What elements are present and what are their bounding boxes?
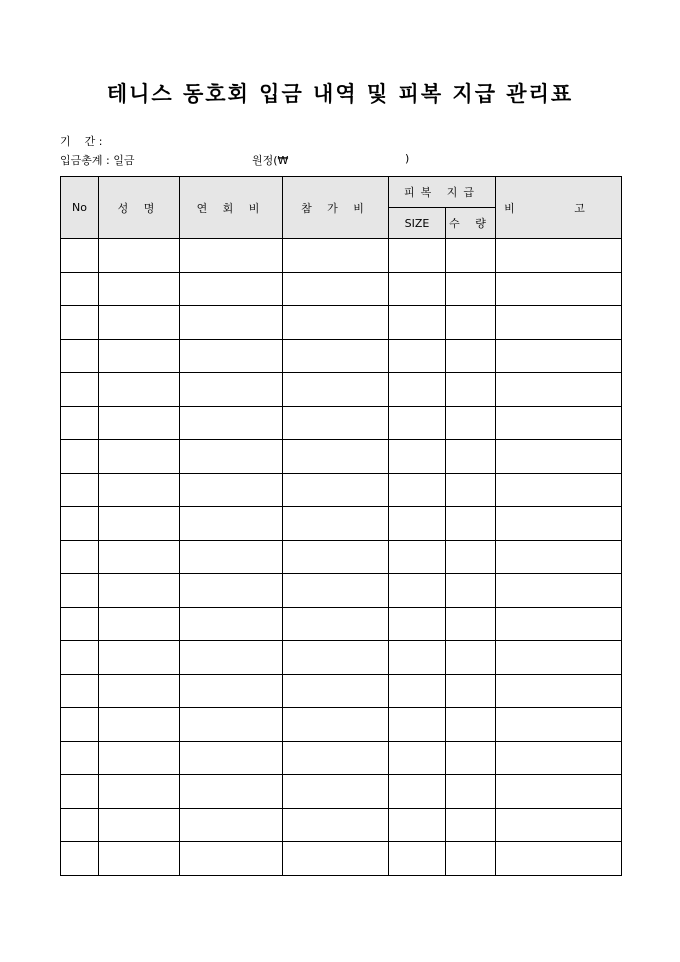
cell-quantity[interactable] <box>446 574 496 608</box>
cell-remarks[interactable] <box>496 239 622 273</box>
cell-size[interactable] <box>389 741 446 775</box>
cell-name[interactable] <box>99 272 180 306</box>
cell-name[interactable] <box>99 540 180 574</box>
cell-annual-fee[interactable] <box>180 641 283 675</box>
cell-size[interactable] <box>389 641 446 675</box>
cell-remarks[interactable] <box>496 607 622 641</box>
table-row <box>61 540 622 574</box>
cell-no[interactable] <box>61 574 99 608</box>
header-no: No <box>61 177 99 239</box>
deposit-total-label: 입금총계 : 일금 <box>60 154 135 167</box>
table-row <box>61 808 622 842</box>
cell-participation-fee[interactable] <box>283 741 389 775</box>
cell-no[interactable] <box>61 641 99 675</box>
cell-size[interactable] <box>389 507 446 541</box>
cell-quantity[interactable] <box>446 641 496 675</box>
cell-remarks[interactable] <box>496 507 622 541</box>
cell-remarks[interactable] <box>496 306 622 340</box>
cell-participation-fee[interactable] <box>283 808 389 842</box>
cell-quantity[interactable] <box>446 775 496 809</box>
cell-quantity[interactable] <box>446 473 496 507</box>
ledger-body <box>61 239 622 876</box>
cell-remarks[interactable] <box>496 808 622 842</box>
cell-annual-fee[interactable] <box>180 440 283 474</box>
cell-remarks[interactable] <box>496 540 622 574</box>
cell-name[interactable] <box>99 674 180 708</box>
table-row <box>61 473 622 507</box>
cell-annual-fee[interactable] <box>180 473 283 507</box>
cell-annual-fee[interactable] <box>180 306 283 340</box>
cell-quantity[interactable] <box>446 373 496 407</box>
header-remarks: 비 고 <box>496 177 622 239</box>
cell-participation-fee[interactable] <box>283 373 389 407</box>
table-row <box>61 607 622 641</box>
cell-remarks[interactable] <box>496 708 622 742</box>
cell-no[interactable] <box>61 440 99 474</box>
table-row <box>61 406 622 440</box>
cell-annual-fee[interactable] <box>180 339 283 373</box>
cell-remarks[interactable] <box>496 272 622 306</box>
cell-quantity[interactable] <box>446 674 496 708</box>
cell-quantity[interactable] <box>446 440 496 474</box>
cell-participation-fee[interactable] <box>283 641 389 675</box>
cell-quantity[interactable] <box>446 808 496 842</box>
cell-name[interactable] <box>99 842 180 876</box>
table-row <box>61 708 622 742</box>
cell-name[interactable] <box>99 641 180 675</box>
cell-annual-fee[interactable] <box>180 741 283 775</box>
cell-no[interactable] <box>61 473 99 507</box>
cell-participation-fee[interactable] <box>283 239 389 273</box>
cell-name[interactable] <box>99 607 180 641</box>
cell-name[interactable] <box>99 339 180 373</box>
cell-remarks[interactable] <box>496 406 622 440</box>
cell-remarks[interactable] <box>496 641 622 675</box>
cell-annual-fee[interactable] <box>180 842 283 876</box>
cell-annual-fee[interactable] <box>180 808 283 842</box>
cell-participation-fee[interactable] <box>283 406 389 440</box>
cell-quantity[interactable] <box>446 406 496 440</box>
header-annual-fee: 연 회 비 <box>180 177 283 239</box>
cell-name[interactable] <box>99 239 180 273</box>
cell-quantity[interactable] <box>446 272 496 306</box>
cell-annual-fee[interactable] <box>180 708 283 742</box>
cell-participation-fee[interactable] <box>283 473 389 507</box>
cell-size[interactable] <box>389 808 446 842</box>
cell-remarks[interactable] <box>496 440 622 474</box>
cell-no[interactable] <box>61 239 99 273</box>
cell-size[interactable] <box>389 842 446 876</box>
period-label: 기 간 : <box>60 135 103 148</box>
cell-remarks[interactable] <box>496 842 622 876</box>
cell-no[interactable] <box>61 306 99 340</box>
cell-size[interactable] <box>389 674 446 708</box>
amount-label: 원정(₩ <box>252 154 289 167</box>
header-participation-fee: 참 가 비 <box>283 177 389 239</box>
cell-annual-fee[interactable] <box>180 607 283 641</box>
table-row <box>61 842 622 876</box>
cell-participation-fee[interactable] <box>283 775 389 809</box>
cell-remarks[interactable] <box>496 574 622 608</box>
cell-participation-fee[interactable] <box>283 708 389 742</box>
table-row <box>61 507 622 541</box>
cell-remarks[interactable] <box>496 775 622 809</box>
cell-quantity[interactable] <box>446 507 496 541</box>
table-row <box>61 775 622 809</box>
cell-participation-fee[interactable] <box>283 272 389 306</box>
table-row <box>61 272 622 306</box>
cell-no[interactable] <box>61 775 99 809</box>
cell-quantity[interactable] <box>446 607 496 641</box>
header-quantity: 수 량 <box>446 208 496 239</box>
cell-annual-fee[interactable] <box>180 507 283 541</box>
amount-close: ) <box>405 152 410 165</box>
table-row <box>61 373 622 407</box>
cell-no[interactable] <box>61 339 99 373</box>
cell-name[interactable] <box>99 306 180 340</box>
cell-participation-fee[interactable] <box>283 440 389 474</box>
table-row <box>61 306 622 340</box>
cell-name[interactable] <box>99 440 180 474</box>
cell-name[interactable] <box>99 775 180 809</box>
table-row <box>61 574 622 608</box>
cell-size[interactable] <box>389 708 446 742</box>
cell-name[interactable] <box>99 406 180 440</box>
cell-size[interactable] <box>389 440 446 474</box>
cell-participation-fee[interactable] <box>283 607 389 641</box>
cell-annual-fee[interactable] <box>180 775 283 809</box>
header-name: 성 명 <box>99 177 180 239</box>
cell-participation-fee[interactable] <box>283 306 389 340</box>
cell-no[interactable] <box>61 741 99 775</box>
cell-participation-fee[interactable] <box>283 674 389 708</box>
cell-quantity[interactable] <box>446 708 496 742</box>
cell-remarks[interactable] <box>496 741 622 775</box>
cell-name[interactable] <box>99 708 180 742</box>
cell-no[interactable] <box>61 373 99 407</box>
cell-remarks[interactable] <box>496 473 622 507</box>
cell-size[interactable] <box>389 406 446 440</box>
cell-name[interactable] <box>99 507 180 541</box>
cell-annual-fee[interactable] <box>180 574 283 608</box>
cell-size[interactable] <box>389 239 446 273</box>
header-uniform: 피복 지급 <box>389 177 496 208</box>
cell-name[interactable] <box>99 741 180 775</box>
cell-no[interactable] <box>61 507 99 541</box>
cell-size[interactable] <box>389 473 446 507</box>
cell-name[interactable] <box>99 373 180 407</box>
cell-no[interactable] <box>61 540 99 574</box>
cell-no[interactable] <box>61 272 99 306</box>
cell-annual-fee[interactable] <box>180 540 283 574</box>
ledger-table <box>60 176 622 876</box>
table-row <box>61 674 622 708</box>
cell-size[interactable] <box>389 306 446 340</box>
cell-annual-fee[interactable] <box>180 674 283 708</box>
cell-size[interactable] <box>389 607 446 641</box>
cell-participation-fee[interactable] <box>283 540 389 574</box>
table-row <box>61 741 622 775</box>
cell-quantity[interactable] <box>446 540 496 574</box>
cell-annual-fee[interactable] <box>180 406 283 440</box>
cell-quantity[interactable] <box>446 239 496 273</box>
cell-participation-fee[interactable] <box>283 842 389 876</box>
cell-size[interactable] <box>389 339 446 373</box>
cell-annual-fee[interactable] <box>180 272 283 306</box>
cell-name[interactable] <box>99 808 180 842</box>
cell-annual-fee[interactable] <box>180 239 283 273</box>
table-row <box>61 339 622 373</box>
cell-participation-fee[interactable] <box>283 574 389 608</box>
cell-participation-fee[interactable] <box>283 507 389 541</box>
cell-remarks[interactable] <box>496 674 622 708</box>
table-row <box>61 239 622 273</box>
cell-no[interactable] <box>61 842 99 876</box>
cell-quantity[interactable] <box>446 306 496 340</box>
header-size: SIZE <box>389 208 446 239</box>
cell-size[interactable] <box>389 540 446 574</box>
document-title: 테니스 동호회 입금 내역 및 피복 지급 관리표 <box>106 81 574 106</box>
cell-name[interactable] <box>99 574 180 608</box>
cell-quantity[interactable] <box>446 842 496 876</box>
cell-no[interactable] <box>61 607 99 641</box>
cell-quantity[interactable] <box>446 339 496 373</box>
cell-remarks[interactable] <box>496 373 622 407</box>
cell-participation-fee[interactable] <box>283 339 389 373</box>
cell-no[interactable] <box>61 708 99 742</box>
cell-size[interactable] <box>389 373 446 407</box>
cell-remarks[interactable] <box>496 339 622 373</box>
cell-no[interactable] <box>61 808 99 842</box>
cell-size[interactable] <box>389 574 446 608</box>
cell-size[interactable] <box>389 272 446 306</box>
cell-no[interactable] <box>61 674 99 708</box>
cell-no[interactable] <box>61 406 99 440</box>
cell-size[interactable] <box>389 775 446 809</box>
cell-annual-fee[interactable] <box>180 373 283 407</box>
cell-name[interactable] <box>99 473 180 507</box>
table-row <box>61 440 622 474</box>
cell-quantity[interactable] <box>446 741 496 775</box>
table-row <box>61 641 622 675</box>
